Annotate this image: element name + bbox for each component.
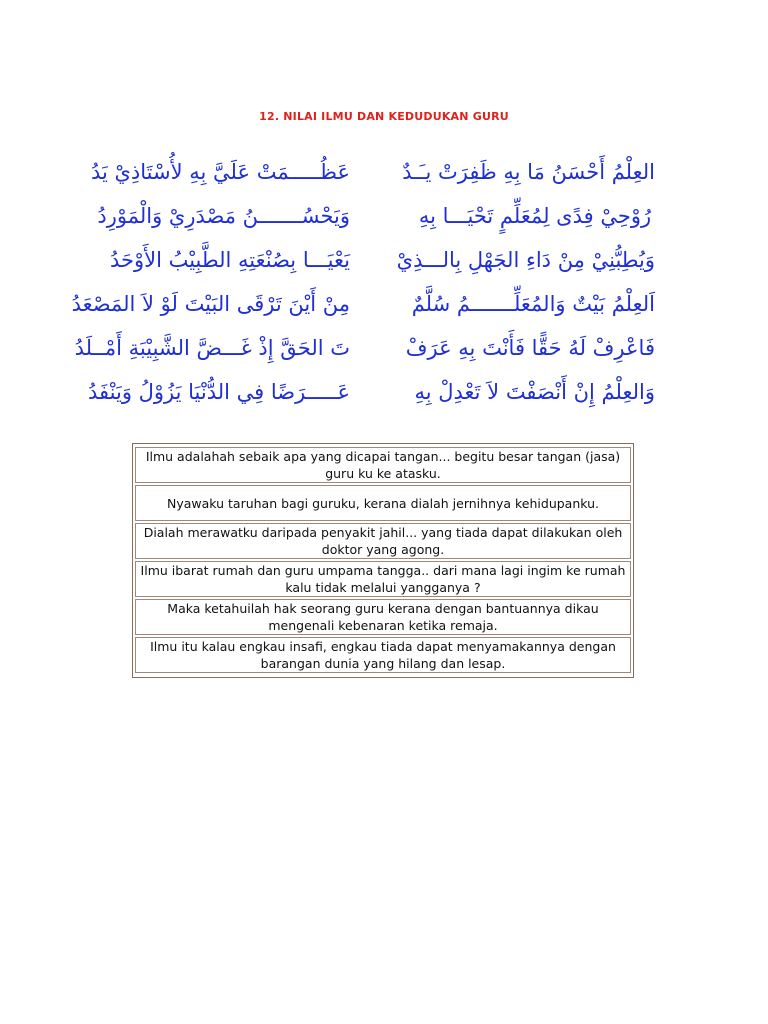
translation-row: Ilmu ibarat rumah dan guru umpama tangga.. dari mana lagi ingim ke rumah kalu tidak melalui yangganya ? xyxy=(135,561,631,597)
translation-row: Ilmu itu kalau engkau insafi, engkau tiada dapat menyamakannya dengan barangan dunia yang hilang dan lesap. xyxy=(135,637,631,673)
verse-second-half: تَ الحَقَّ إِذْ غَـــضَّ الشَّبِيْبَةِ أَمْــلَدُ xyxy=(74,336,350,360)
translation-table xyxy=(132,443,634,678)
verse-second-half: مِنْ أَيْنَ تَرْقَى البَيْتَ لَوْ لاَ المَصْعَدُ xyxy=(71,292,350,316)
translation-row: Dialah merawatku daripada penyakit jahil... yang tiada dapat dilakukan oleh doktor yang agong. xyxy=(135,523,631,559)
verse-second-half: عَظُـــــمَتْ عَلَيَّ بِهِ لأُسْتَاذِيْ يَدُ xyxy=(90,160,350,184)
verse-first-half: وَالعِلْمُ إِنْ أَنْصَفْتَ لاَ تَعْدِلْ بِهِ xyxy=(414,380,655,404)
translation-row: Nyawaku taruhan bagi guruku, kerana dialah jernihnya kehidupanku. xyxy=(135,485,631,521)
translation-row: Ilmu adalahah sebaik apa yang dicapai tangan... begitu besar tangan (jasa) guru ku ke atasku. xyxy=(135,447,631,483)
poem-verse xyxy=(110,238,655,282)
page-title: 12. NILAI ILMU DAN KEDUDUKAN GURU xyxy=(259,110,509,123)
arabic-poem xyxy=(71,150,655,414)
verse-first-half: وَيُطِبُّنِيْ مِنْ دَاءِ الجَهْلِ بِالـــذِيْ xyxy=(396,248,655,272)
poem-verse xyxy=(97,194,655,238)
verse-first-half: اَلعِلْمُ بَيْتٌ وَالمُعَلِّـــــــمُ سُلَّمٌ xyxy=(411,292,655,316)
poem-verse xyxy=(71,282,655,326)
poem-verse xyxy=(90,150,655,194)
verse-first-half: رُوْحِيْ فِدًى لِمُعَلِّمٍ تَحْيَـــا بِهِ xyxy=(418,204,652,228)
poem-verse xyxy=(88,370,655,414)
verse-first-half: فَاعْرِفْ لَهُ حَقًّا فَأَنْتَ بِهِ عَرَفْ xyxy=(405,336,655,360)
verse-first-half: العِلْمُ أَحْسَنُ مَا بِهِ ظَفِرَتْ يـَـدٌ xyxy=(402,160,655,184)
translation-row: Maka ketahuilah hak seorang guru kerana dengan bantuannya dikau mengenali kebenaran ketika remaja. xyxy=(135,599,631,635)
verse-second-half: يَعْيَـــا بِصُنْعَتِهِ الطَّبِيْبُ الأَوْحَدُ xyxy=(109,248,350,272)
verse-second-half: وَيَحْسُـــــــنُ مَصْدَرِيْ وَالْمَوْرِدُ xyxy=(97,204,350,228)
verse-second-half: عَـــــرَضًا فِي الدُّنْيَا يَزُوْلُ وَيَنْفَدُ xyxy=(88,380,350,404)
poem-verse xyxy=(74,326,655,370)
